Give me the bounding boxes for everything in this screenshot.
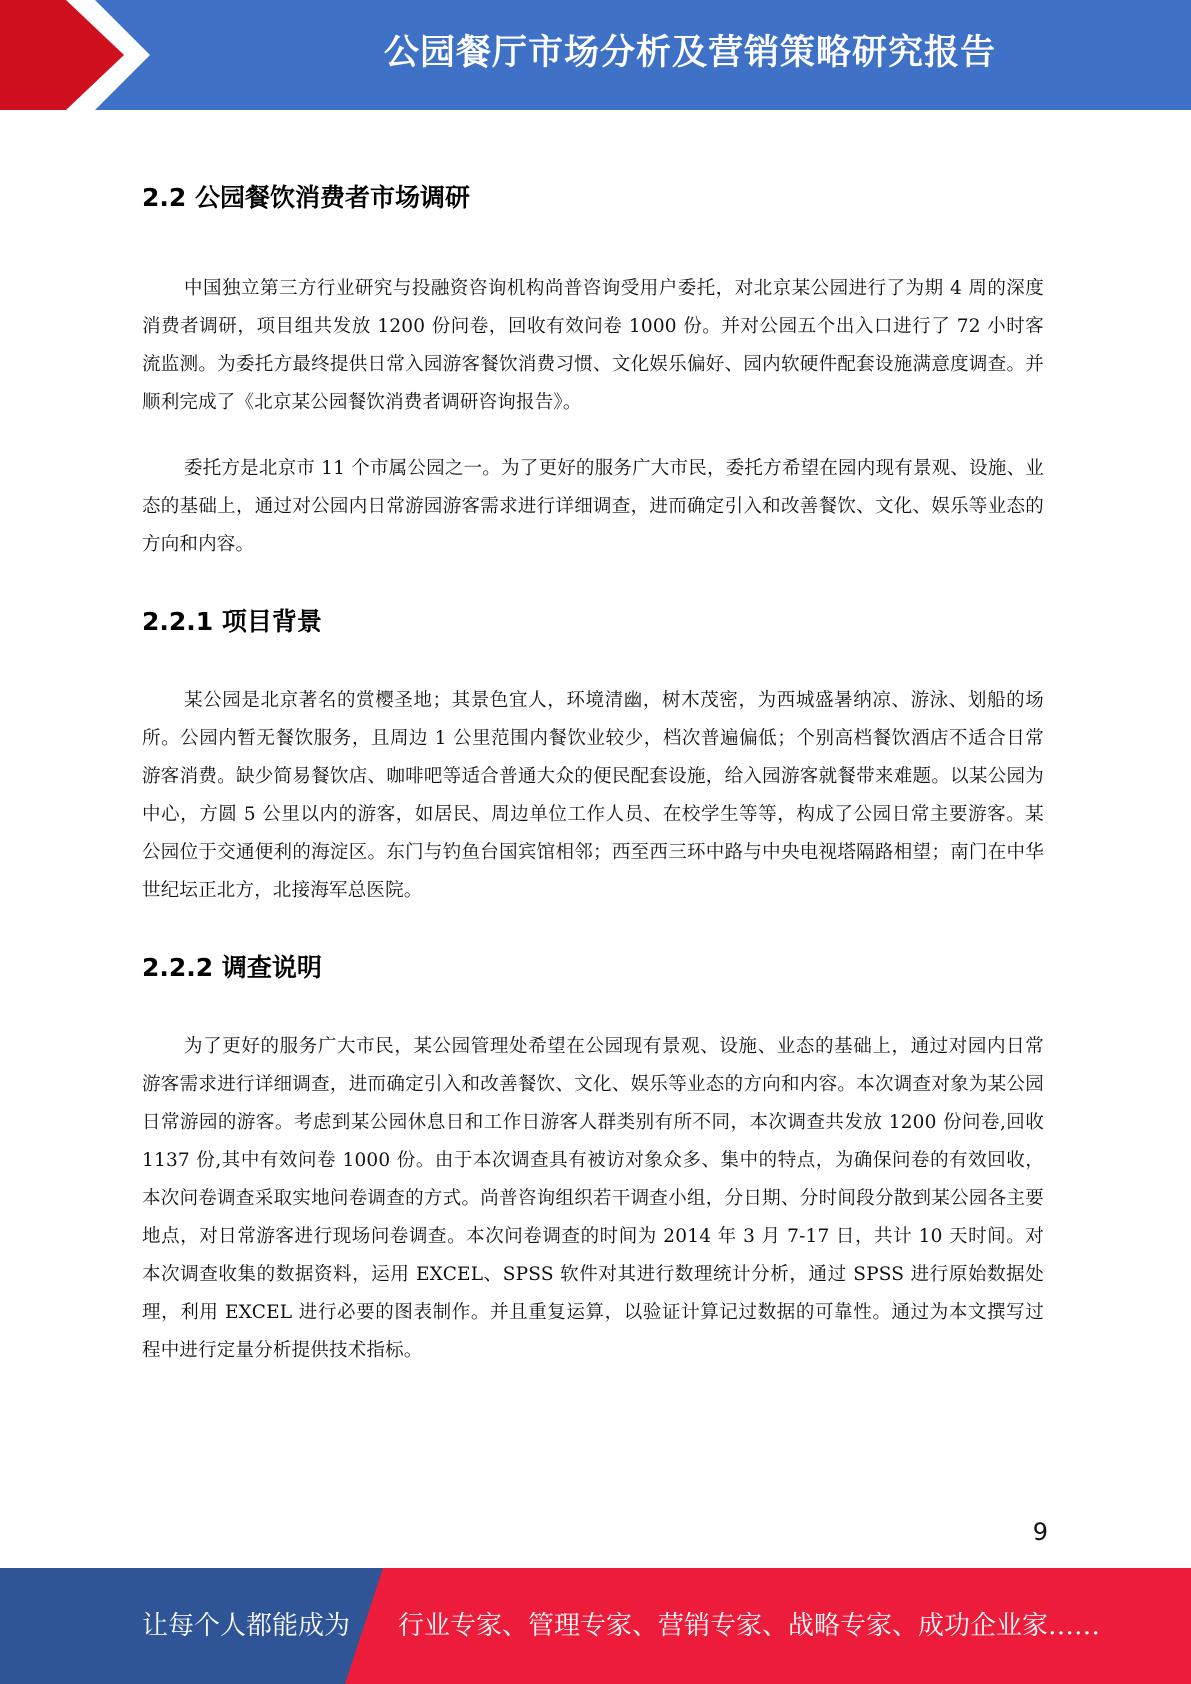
- page-footer: [0, 1568, 1191, 1684]
- report-title: 公园餐厅市场分析及营销策略研究报告: [383, 33, 996, 73]
- paragraph: 为了更好的服务广大市民，某公园管理处希望在公园现有景观、设施、业态的基础上，通过对园内日常游客需求进行详细调查，进而确定引入和改善餐饮、文化、娱乐等业态的方向和内容。本次调查对象为某公园日常游园的游客。考虑到某公园休息日和工作日游客人群类别有所不同，本次调查共发放 1200 份问卷,回收 1137 份,其中有效问卷 1000 份。由于本次调查具有被访对象众多、集中的特点，为确保问卷的有效回收，本次问卷调查采取实地问卷调查的方式。尚普咨询组织若干调查小组，分日期、分时间段分散到某公园各主要地点，对日常游客进行现场问卷调查。本次问卷调查的时间为 2014 年 3 月 7-17 日，共计 10 天时间。对本次调查收集的数据资料，运用 EXCEL、SPSS 软件对其进行数理统计分析，通过 SPSS 进行原始数据处理，利用 EXCEL 进行必要的图表制作。并且重复运算，以验证计算记过数据的可靠性。通过为本文撰写过程中进行定量分析提供技术指标。: [142, 1036, 1044, 1361]
- section-heading-2-2-1: 2.2.1 项目背景: [142, 607, 322, 636]
- paragraph: 某公园是北京著名的赏樱圣地；其景色宜人，环境清幽，树木茂密，为西城盛暑纳凉、游泳、划船的场所。公园内暂无餐饮服务，且周边 1 公里范围内餐饮业较少，档次普遍偏低；个别高档餐饮酒店不适合日常游客消费。缺少简易餐饮店、咖啡吧等适合普通大众的便民配套设施，给入园游客就餐带来难题。以某公园为中心，方圆 5 公里以内的游客，如居民、周边单位工作人员、在校学生等等，构成了公园日常主要游客。某公园位于交通便利的海淀区。东门与钓鱼台国宾馆相邻；西至西三环中路与中央电视塔隔路相望；南门在中华世纪坛正北方，北接海军总医院。: [142, 690, 1044, 901]
- main-content: [142, 170, 1044, 1370]
- page-header: [0, 0, 1191, 110]
- section-heading-2-2: 2.2 公园餐饮消费者市场调研: [142, 183, 470, 212]
- paragraph: 中国独立第三方行业研究与投融资咨询机构尚普咨询受用户委托，对北京某公园进行了为期 4 周的深度消费者调研，项目组共发放 1200 份问卷，回收有效问卷 1000 份。并对公园五个出入口进行了 72 小时客流监测。为委托方最终提供日常入园游客餐饮消费习惯、文化娱乐偏好、园内软硬件配套设施满意度调查。并顺利完成了《北京某公园餐饮消费者调研咨询报告》。: [142, 278, 1044, 413]
- red-arrow-icon: [0, 0, 160, 110]
- paragraph: 委托方是北京市 11 个市属公园之一。为了更好的服务广大市民，委托方希望在园内现有景观、设施、业态的基础上，通过对公园内日常游园游客需求进行详细调查，进而确定引入和改善餐饮、文化、娱乐等业态的方向和内容。: [142, 458, 1044, 555]
- page-number: 9: [1032, 1518, 1048, 1546]
- footer-slogan-right: 行业专家、管理专家、营销专家、战略专家、成功企业家……: [398, 1611, 1101, 1641]
- section-heading-2-2-2: 2.2.2 调查说明: [142, 953, 322, 982]
- footer-slogan-left: 让每个人都能成为: [142, 1611, 351, 1641]
